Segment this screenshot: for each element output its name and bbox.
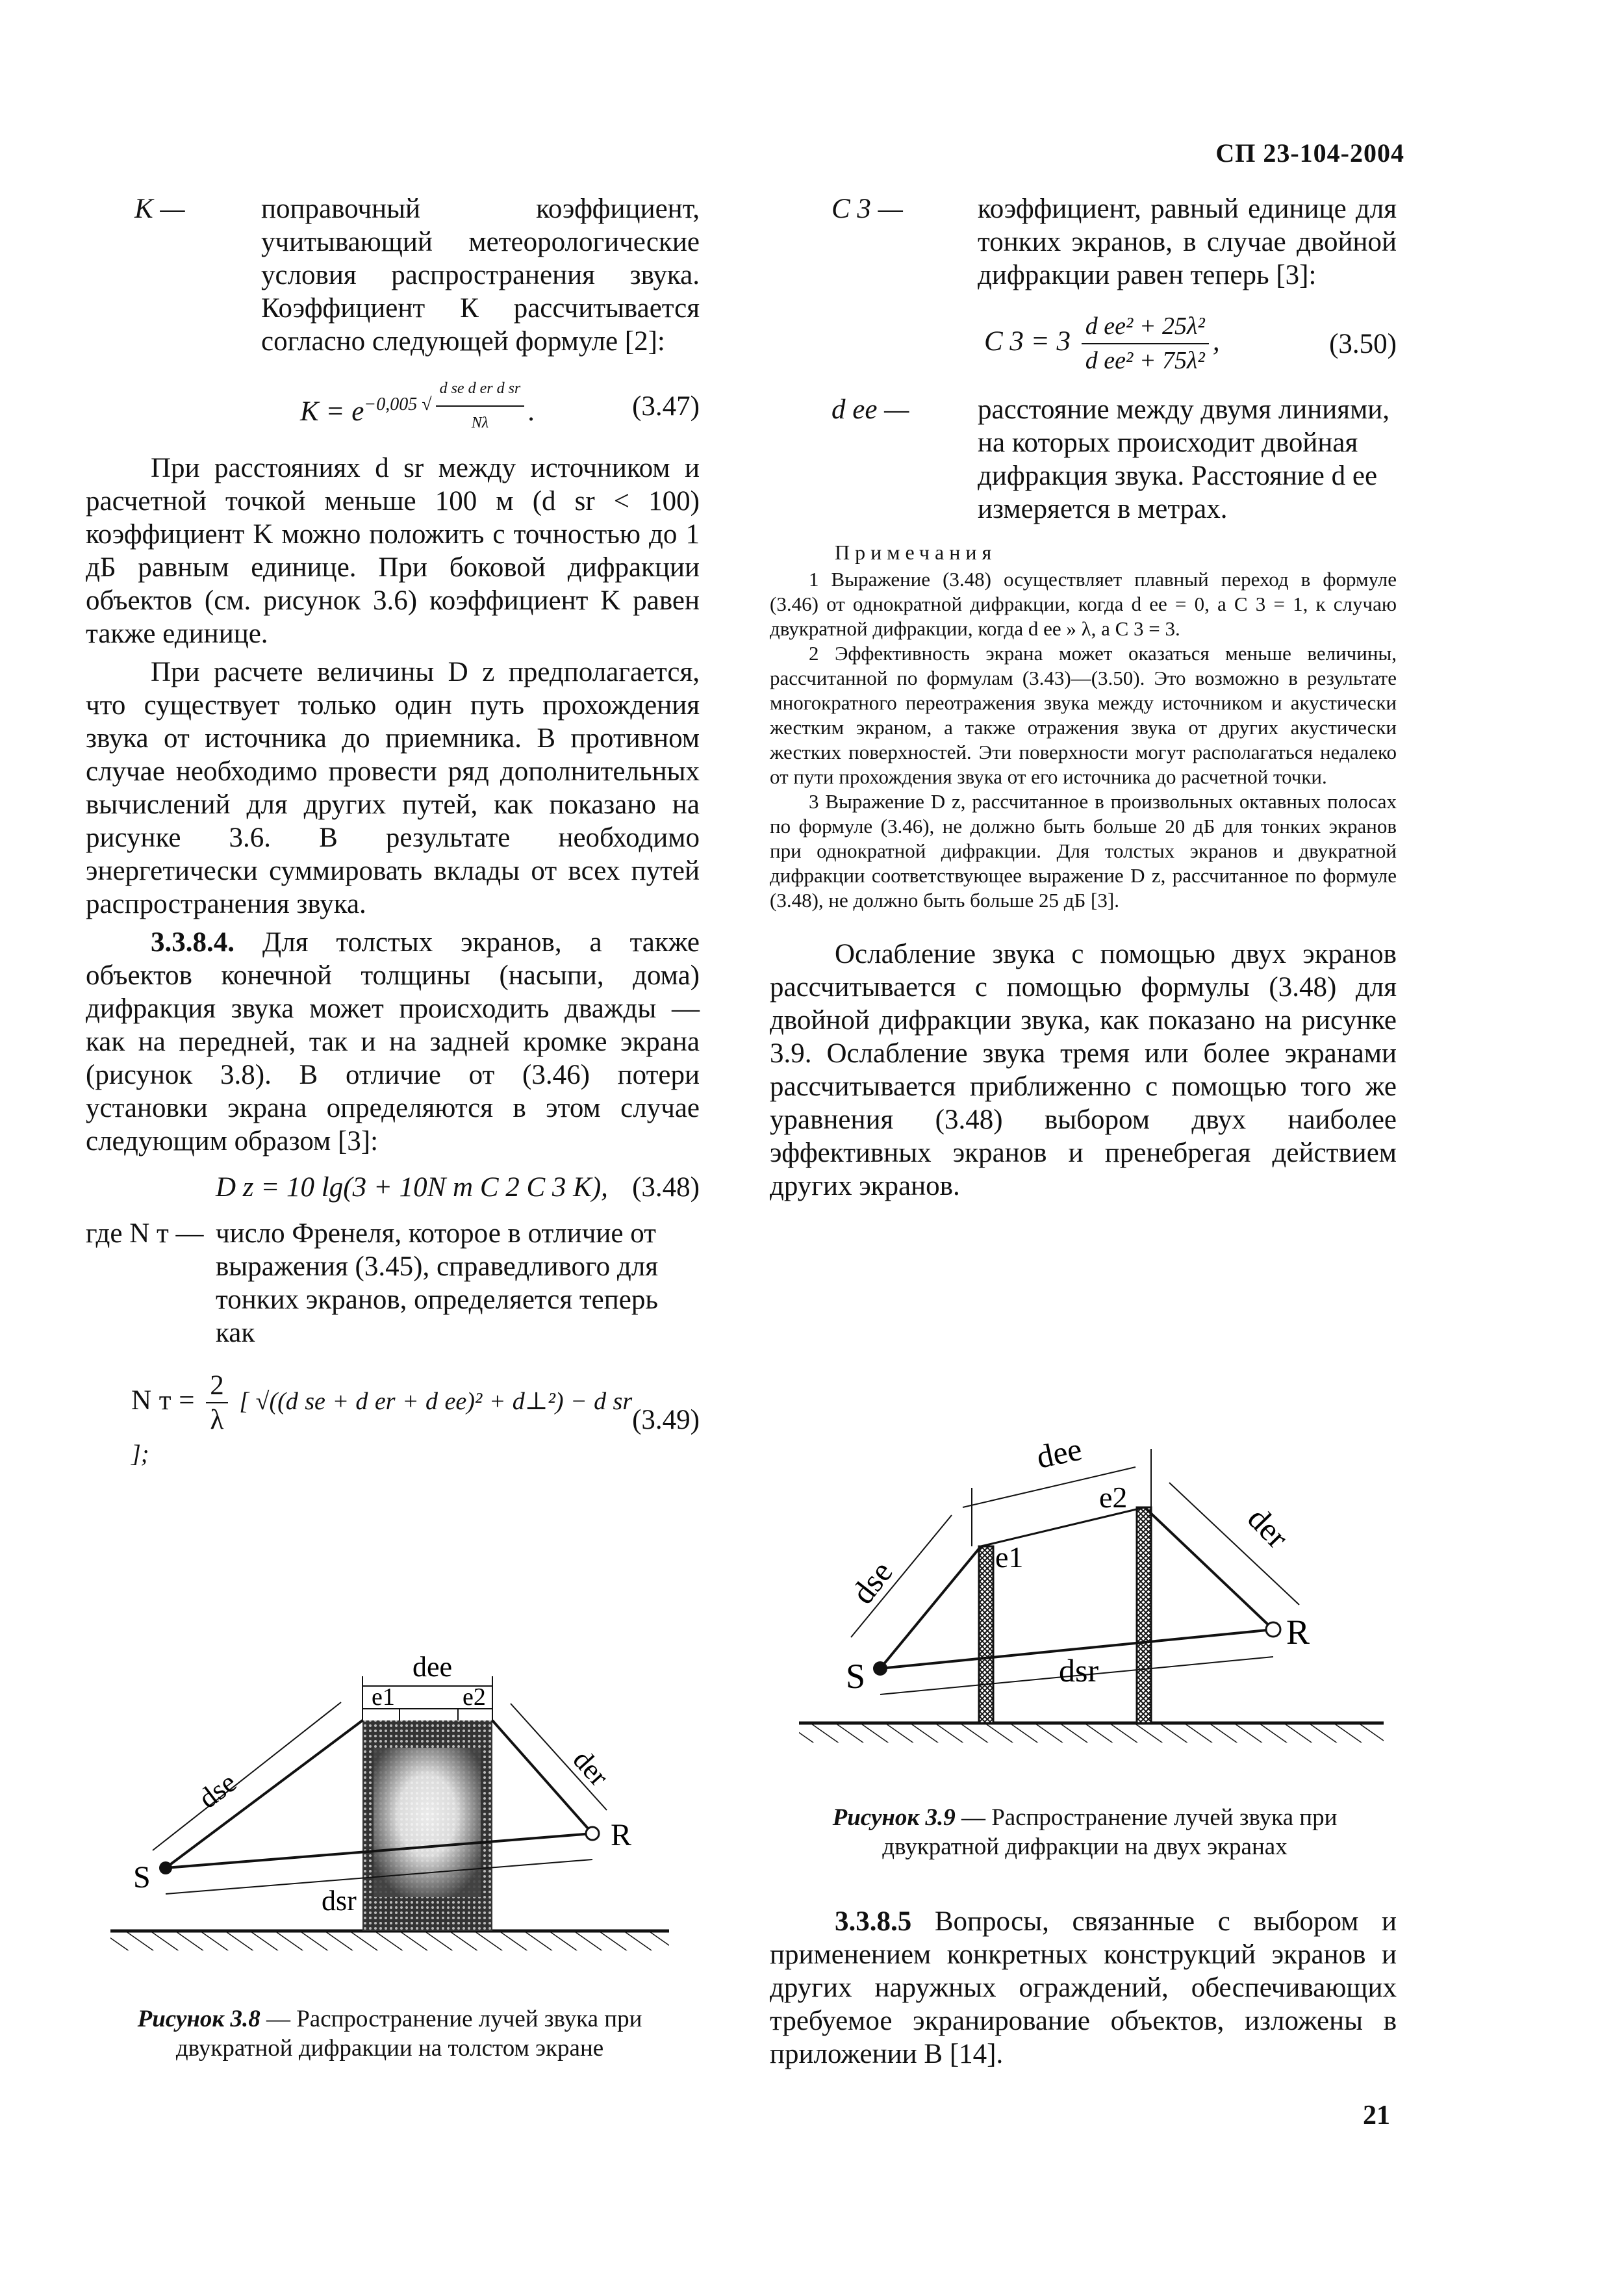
screen-e1 — [979, 1546, 993, 1723]
k-symbol: K — — [134, 194, 185, 224]
figure-3-8-caption: Рисунок 3.8 — Распространение лучей звука при двукратной дифракции на толстом экране — [137, 2006, 642, 2062]
formula-3-49-number: (3.49) — [632, 1405, 700, 1435]
receiver-point-r — [586, 1827, 599, 1840]
ground-hatching — [110, 1931, 669, 1950]
notes-block — [770, 540, 1397, 913]
formula-3-50-number: (3.50) — [1329, 328, 1397, 359]
left-column — [86, 192, 700, 1471]
f350-lhs: C 3 = 3 — [984, 326, 1071, 357]
ray-s-to-e1-2 — [880, 1546, 981, 1668]
figure-3-9-caption: Рисунок 3.9 — Распространение лучей звука при двукратной дифракции на двух экранах — [832, 1804, 1338, 1860]
note-1: 1 Выражение (3.48) осуществляет плавный переход в формуле (3.46) от однократной дифракции, когда d ee = 0, а C 3 = 1, к случаю двукратной дифракции, когда d ee » λ, а C 3 = 3. — [770, 568, 1397, 640]
label-dee-2: dee — [1033, 1430, 1085, 1476]
paragraph-dz-single-path: При расчете величины D z предполагается, что существует только один путь прохождения звука от источника до приемника. В противном случае необходимо провести ряд дополнительных вычислений для других путей, как показано на рисунке 3.6. В результате необходимо энергетически суммировать вклады от всех путей распространения звука. — [86, 657, 700, 919]
formula-3-48 — [86, 1171, 700, 1204]
section-number-3-3-8-4: 3.3.8.4. — [151, 927, 235, 958]
k-definition-text: поправочный коэффициент, учитывающий метеорологические условия распространения звука. Коэффициент К рассчитывается согласно следующей формуле [2]: — [261, 194, 700, 357]
label-s: S — [133, 1860, 151, 1895]
f349-fraction-bottom: λ — [210, 1405, 224, 1435]
label-dee: dee — [412, 1651, 453, 1683]
c3-symbol: C 3 — — [831, 194, 903, 224]
source-point-s-2 — [873, 1661, 887, 1676]
note-3: 3 Выражение D z, рассчитанное в произвольных октавных полосах по формуле (3.46), не должно быть больше 20 дБ для тонких экранов при однократной дифракции. Для толстых экранов и двукратной дифракции соответствующее выражение D z, рассчитанное по формуле (3.48), не должно быть больше 25 дБ [3]. — [770, 790, 1397, 912]
right-column — [770, 192, 1397, 1203]
receiver-point-r-2 — [1266, 1622, 1280, 1637]
figure-3-8-caption-lead: Рисунок 3.8 — [137, 2006, 260, 2032]
f347-lhs: K = e — [300, 396, 364, 427]
formula-3-47: $K = e^{-0,005 √ \frac{\text{d se d er d sr}}{N\lambda}}$ . (3.47) — [86, 372, 700, 440]
paragraph-3-3-8-5: 3.3.8.5 Вопросы, связанные с выбором и применением конкретных конструкций экранов и других наружных ограждений, обеспечивающих требуемое экранирование объектов, изложены в приложении В [14]. — [770, 1906, 1397, 2069]
label-dse: dse — [192, 1766, 242, 1815]
notes-title: Примечания — [835, 541, 997, 564]
f348-expression: D z = 10 lg(3 + 10N т C 2 C 3 K), — [216, 1172, 608, 1203]
figure-3-9-diagram — [780, 1423, 1403, 1787]
label-dsr-2: dsr — [1059, 1652, 1099, 1689]
label-r-2: R — [1286, 1613, 1310, 1652]
formula-3-49 — [86, 1369, 700, 1471]
label-e2: e2 — [463, 1683, 486, 1711]
label-e1: e1 — [372, 1683, 395, 1711]
formula-3-48-number: (3.48) — [632, 1172, 700, 1203]
c3-definition — [770, 192, 1397, 292]
label-dse-2: dse — [844, 1553, 900, 1611]
label-dsr: dsr — [322, 1885, 357, 1917]
f347-radicand-top: d se d er d sr — [436, 372, 525, 407]
k-definition — [86, 192, 700, 358]
f350-numerator: d ee² + 25λ² — [1082, 310, 1209, 344]
nt-definition-text: число Френеля, которое в отличие от выражения (3.45), справедливого для тонких экранов, определяется теперь как — [216, 1218, 658, 1348]
dee-definition-text: расстояние между двумя линиями, на которых происходит двойная дифракция звука. Расстояние d ee измеряется в метрах. — [978, 394, 1390, 524]
figure-3-9-caption-lead: Рисунок 3.9 — [832, 1804, 956, 1831]
note-2: 2 Эффективность экрана может оказаться меньше величины, рассчитанной по формулам (3.43)—(3.50). Это возможно в результате многократного переотражения звука между источником и акустически жестким экраном, а также отражения звука от других акустически жестких поверхностей. Эти поверхности могут располагаться недалеко от пути прохождения звука от его источника до расчетной точки. — [770, 642, 1397, 788]
paragraph-3-3-8-5-block — [770, 1905, 1397, 2071]
formula-3-50: C 3 = 3 $\frac{\text{d ee² + 25λ²}}{\text{d ee² + 75λ²}}$ , (3.50) — [770, 310, 1397, 377]
label-der: der — [566, 1743, 615, 1793]
dee-symbol: d ee — — [831, 394, 909, 425]
label-e2-2: e2 — [1099, 1481, 1128, 1514]
f349-body: [ √((d se + d er + d ee)² + d⊥²) − d sr ]; — [131, 1387, 633, 1468]
ray-s-to-e1 — [166, 1720, 362, 1868]
formula-3-47-number: (3.47) — [632, 390, 700, 422]
f349-lhs: N т = — [131, 1385, 195, 1416]
label-e1-2: e1 — [995, 1540, 1024, 1574]
dee-definition — [770, 393, 1397, 526]
f347-radicand-bottom: Nλ — [471, 415, 489, 431]
nt-symbol: где N т — — [86, 1218, 204, 1249]
section-number-3-3-8-5: 3.3.8.5 — [835, 1906, 912, 1937]
page-number: 21 — [1363, 2101, 1390, 2130]
label-s-2: S — [846, 1657, 866, 1696]
paragraph-dsr-distance: При расстояниях d sr между источником и расчетной точкой меньше 100 м (d sr < 100) коэффициент K можно положить с точностью до 1 дБ равным единице. При боковой дифракции объектов (см. рисунок 3.6) коэффициент K равен также единице. — [86, 453, 700, 649]
document-code-header: СП 23-104-2004 — [1215, 138, 1404, 168]
c3-definition-text: коэффициент, равный единице для тонких экранов, в случае двойной дифракции равен теперь [3]: — [978, 194, 1397, 290]
paragraph-two-screens: Ослабление звука с помощью двух экранов рассчитывается с помощью формулы (3.48) для двойной дифракции звука, как показано на рисунке 3.9. Ослабление звука тремя или более экранами рассчитывается приближенно с помощью того же уравнения (3.48) выбором двух наиболее эффективных экранов и пренебрегая действием других экранов. — [770, 939, 1397, 1201]
source-point-s — [159, 1861, 172, 1874]
label-der-2: der — [1241, 1500, 1296, 1555]
f350-denominator: d ee² + 75λ² — [1085, 347, 1205, 374]
label-r: R — [611, 1818, 632, 1852]
ground-hatching-2 — [799, 1723, 1384, 1743]
figure-3-8-diagram — [97, 1650, 682, 1988]
f349-fraction-top: 2 — [206, 1369, 228, 1403]
nt-definition — [86, 1217, 700, 1349]
screen-e2 — [1137, 1507, 1151, 1723]
f347-exponent: −0,005 √ d se d er d sr Nλ — [364, 394, 528, 415]
paragraph-3-3-8-4: 3.3.8.4. Для толстых экранов, а также объектов конечной толщины (насыпи, дома) дифракция звука может происходить дважды — как на передней, так и на задней кромке экрана (рисунок 3.8). В отличие от (3.46) потери установки экрана определяются в этом случае следующим образом [3]: — [86, 927, 700, 1156]
